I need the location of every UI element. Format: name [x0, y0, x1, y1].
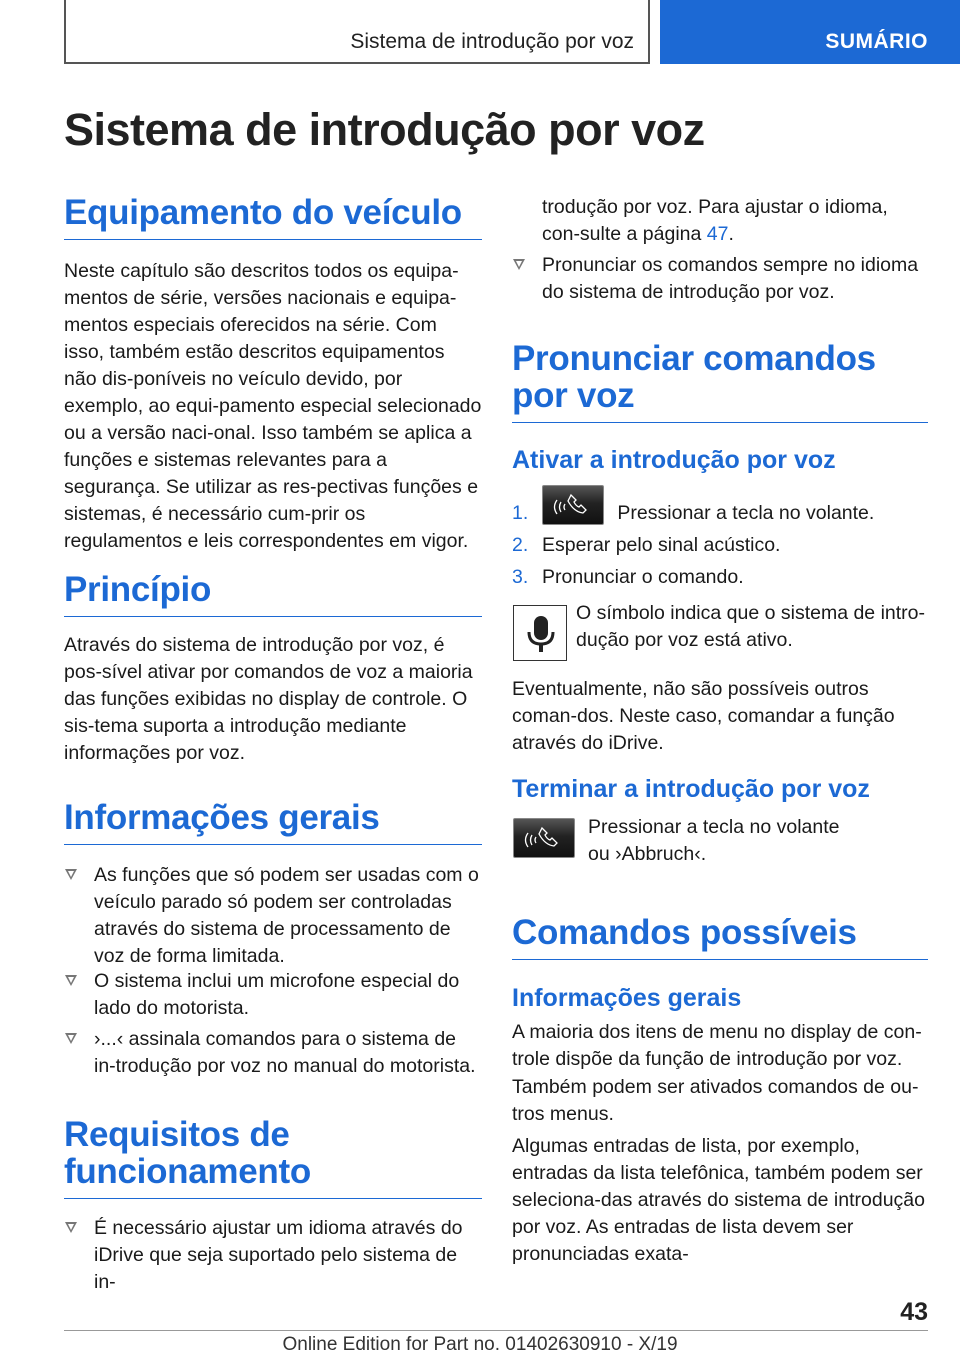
terminate-line-1: Pressionar a tecla no volante: [588, 816, 840, 838]
list-item-text: ›...‹ assinala comandos para o sistema de in-trodução por voz no manual do motorista.: [94, 1028, 476, 1077]
step-text: Pronunciar o comando.: [542, 566, 744, 588]
bullet-triangle-icon: [65, 1033, 77, 1044]
step-number: 3.: [512, 566, 529, 588]
bullet-triangle-icon: [513, 259, 525, 270]
step-1: [512, 500, 928, 527]
list-item: [64, 862, 482, 970]
summary-button[interactable]: [660, 0, 960, 64]
list-item: [64, 1215, 482, 1296]
list-item: [64, 1026, 482, 1080]
heading-requisitos: Requisitos de funcionamento: [64, 1116, 482, 1199]
continuation-end: .: [728, 223, 734, 245]
heading-pronunciar: Pronunciar comandos por voz: [512, 340, 928, 423]
page-title: Sistema de introdução por voz: [64, 104, 705, 155]
list-item-text: É necessário ajustar um idioma através do iDrive que seja suportado pelo sistema de in-: [94, 1217, 463, 1293]
list-item-text: As funções que só podem ser usadas com o veículo parado só podem ser controladas através do sistema de processamento de voz de forma limitada.: [94, 864, 479, 967]
footer-edition: Online Edition for Part no. 01402630910 - X/19: [282, 1334, 678, 1355]
step-number: 2.: [512, 534, 529, 556]
header-section-title: Sistema de introdução por voz: [350, 30, 634, 53]
terminate-line-2: ou ›Abbruch‹.: [588, 843, 707, 865]
heading-equipamento: Equipamento do veículo: [64, 194, 482, 240]
paragraph-info-3: Algumas entradas de lista, por exemplo, entradas da lista telefônica, também podem ser seleciona-das através do sistema de introdução por voz. As entradas de lista devem ser pronunciadas exata-: [512, 1135, 925, 1265]
header-frame: [64, 0, 650, 64]
paragraph-eventualmente: Eventualmente, não são possíveis outros coman-dos. Neste caso, comandar a função através do iDrive.: [512, 678, 895, 754]
footer-divider: [64, 1330, 928, 1331]
continuation-text: trodução por voz. Para ajustar o idioma, con-sulte a página: [542, 196, 888, 245]
paragraph-continuation: [512, 194, 928, 248]
subheading-informacoes: Informações gerais: [512, 984, 742, 1012]
heading-comandos: Comandos possíveis: [512, 914, 928, 960]
microphone-icon: [513, 605, 567, 661]
step-text: Esperar pelo sinal acústico.: [542, 534, 781, 556]
paragraph-info-1: A maioria dos itens de menu no display de con-trole dispõe da função de introdução por voz.: [512, 1021, 922, 1070]
step-text: Pressionar a tecla no volante.: [617, 502, 875, 524]
step-number: 1.: [512, 502, 529, 524]
paragraph-principio: Através do sistema de introdução por voz, é pos-sível ativar por comandos de voz a maioria das funções exibidas no display de controle. O sis-tema suporta a introdução mediante informações por voz.: [64, 634, 473, 764]
step-3: [512, 564, 928, 591]
terminate-text: [588, 814, 928, 868]
page-link[interactable]: 47: [706, 223, 729, 245]
bullet-triangle-icon: [65, 1222, 77, 1233]
voice-button-icon: [542, 485, 604, 525]
step-2: [512, 532, 928, 559]
summary-button-label: SUMÁRIO: [825, 30, 928, 53]
bullet-triangle-icon: [65, 869, 77, 880]
list-item: [64, 968, 482, 1022]
subheading-terminar: Terminar a introdução por voz: [512, 775, 870, 803]
bullet-triangle-icon: [65, 975, 77, 986]
voice-button-icon: [513, 818, 575, 858]
list-item-text: Pronunciar os comandos sempre no idioma do sistema de introdução por voz.: [542, 254, 919, 303]
heading-informacoes-gerais: Informações gerais: [64, 799, 482, 845]
mic-note: O símbolo indica que o sistema de intro-dução por voz está ativo.: [576, 602, 926, 651]
list-item-text: O sistema inclui um microfone especial do lado do motorista.: [94, 970, 460, 1019]
subheading-ativar: Ativar a introdução por voz: [512, 446, 836, 474]
list-item: [512, 252, 928, 306]
page-number: 43: [900, 1298, 928, 1326]
heading-principio: Princípio: [64, 571, 482, 617]
paragraph-equipamento: Neste capítulo são descritos todos os equipa-mentos de série, versões nacionais e equipa-mentos especiais oferecidos na série. Com isso, também estão descritos equipamentos não dis-poníveis no veículo devido, por exemplo, ao equi-pamento especial selecionado ou a versão naci-onal. Isso também se aplica a funções e sistemas relevantes para a segurança. Se utilizar as res-pectivas funções e sistemas, é necessário cum-prir os regulamentos e leis correspondentes em vigor.: [64, 260, 482, 552]
paragraph-info-2: Também podem ser ativados comandos de ou-tros menus.: [512, 1076, 919, 1125]
